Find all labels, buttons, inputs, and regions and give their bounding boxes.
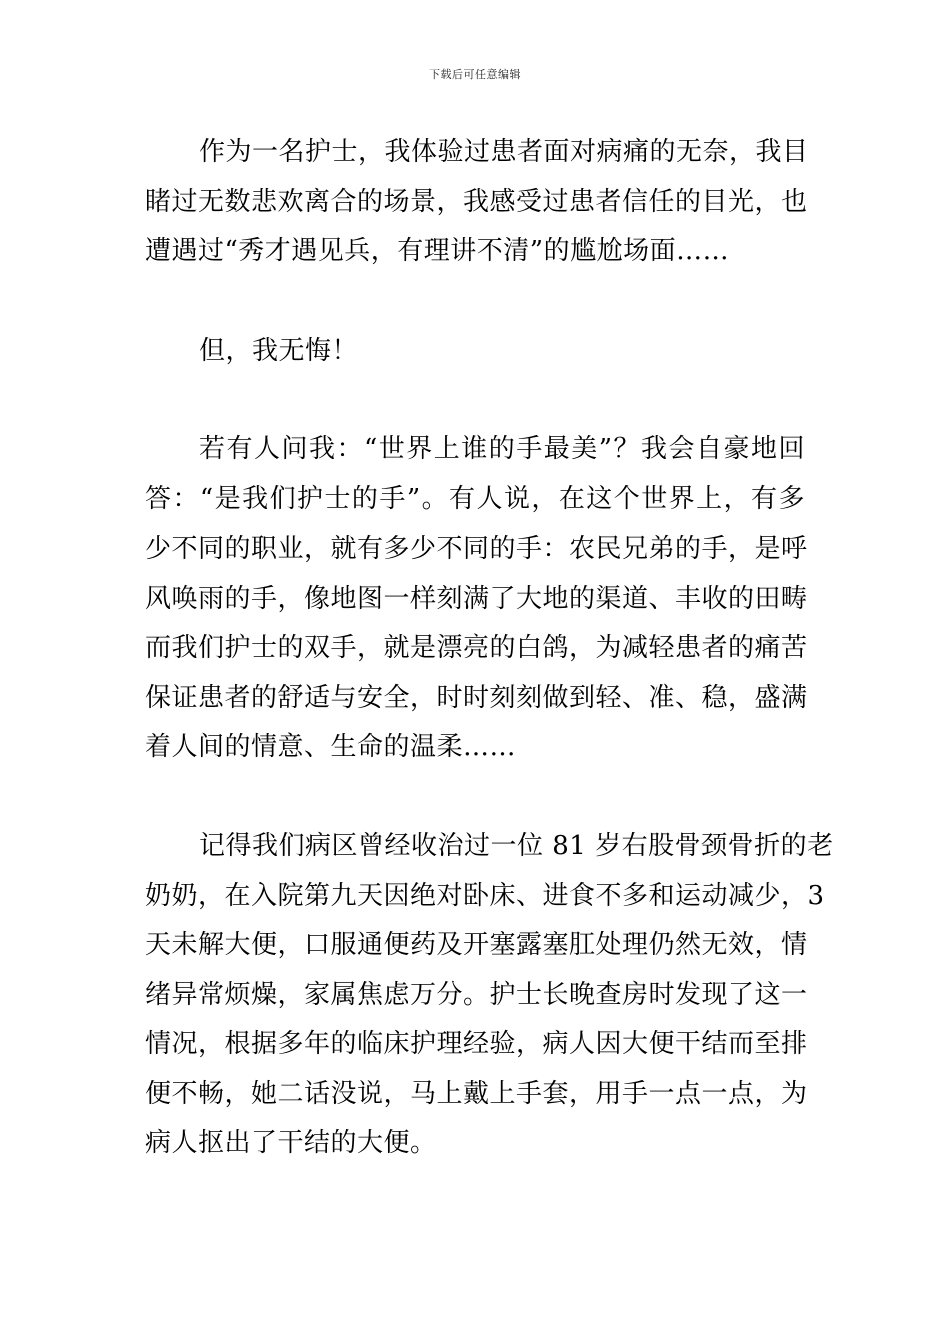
paragraph-1-line-2: 睹过无数悲欢离合的场景，我感受过患者信任的目光，也 [145, 187, 808, 217]
paragraph-3-line-2: 答：“是我们护士的手”。有人说，在这个世界上，有多 [145, 484, 805, 514]
paragraph-3-line-5: 而我们护士的双手，就是漂亮的白鸽，为减轻患者的痛苦 [145, 633, 808, 663]
paragraph-4-line-2: 奶奶，在入院第九天因绝对卧床、进食不多和运动减少，3 [145, 881, 825, 911]
paragraph-3-line-7: 着人间的情意、生命的温柔…… [145, 732, 517, 762]
paragraph-3-line-1: 若有人问我：“世界上谁的手最美”？我会自豪地回 [199, 434, 805, 464]
paragraph-4-line-6: 便不畅，她二话没说，马上戴上手套，用手一点一点，为 [145, 1079, 808, 1109]
paragraph-3-line-4: 风唤雨的手，像地图一样刻满了大地的渠道、丰收的田畴 [145, 584, 808, 614]
paragraph-4-line-1: 记得我们病区曾经收治过一位 81 岁右股骨颈骨折的老 [199, 831, 834, 861]
header-note: 下载后可任意编辑 [429, 68, 521, 81]
paragraph-4-line-7: 病人抠出了干结的大便。 [145, 1128, 437, 1158]
paragraph-3-line-3: 少不同的职业，就有多少不同的手：农民兄弟的手，是呼 [145, 534, 808, 564]
paragraph-1-line-3: 遭遇过“秀才遇见兵，有理讲不清”的尴尬场面…… [145, 236, 730, 266]
paragraph-4-line-4: 绪异常烦燥，家属焦虑万分。护士长晚查房时发现了这一 [145, 980, 808, 1010]
paragraph-4-line-3: 天未解大便，口服通便药及开塞露塞肛处理仍然无效，情 [145, 930, 808, 960]
paragraph-4-line-5: 情况，根据多年的临床护理经验，病人因大便干结而至排 [145, 1029, 808, 1059]
paragraph-1-line-1: 作为一名护士，我体验过患者面对病痛的无奈，我目 [199, 137, 809, 167]
paragraph-3-line-6: 保证患者的舒适与安全，时时刻刻做到轻、准、稳，盛满 [145, 683, 808, 713]
paragraph-2-line-1: 但，我无悔！ [199, 336, 359, 366]
